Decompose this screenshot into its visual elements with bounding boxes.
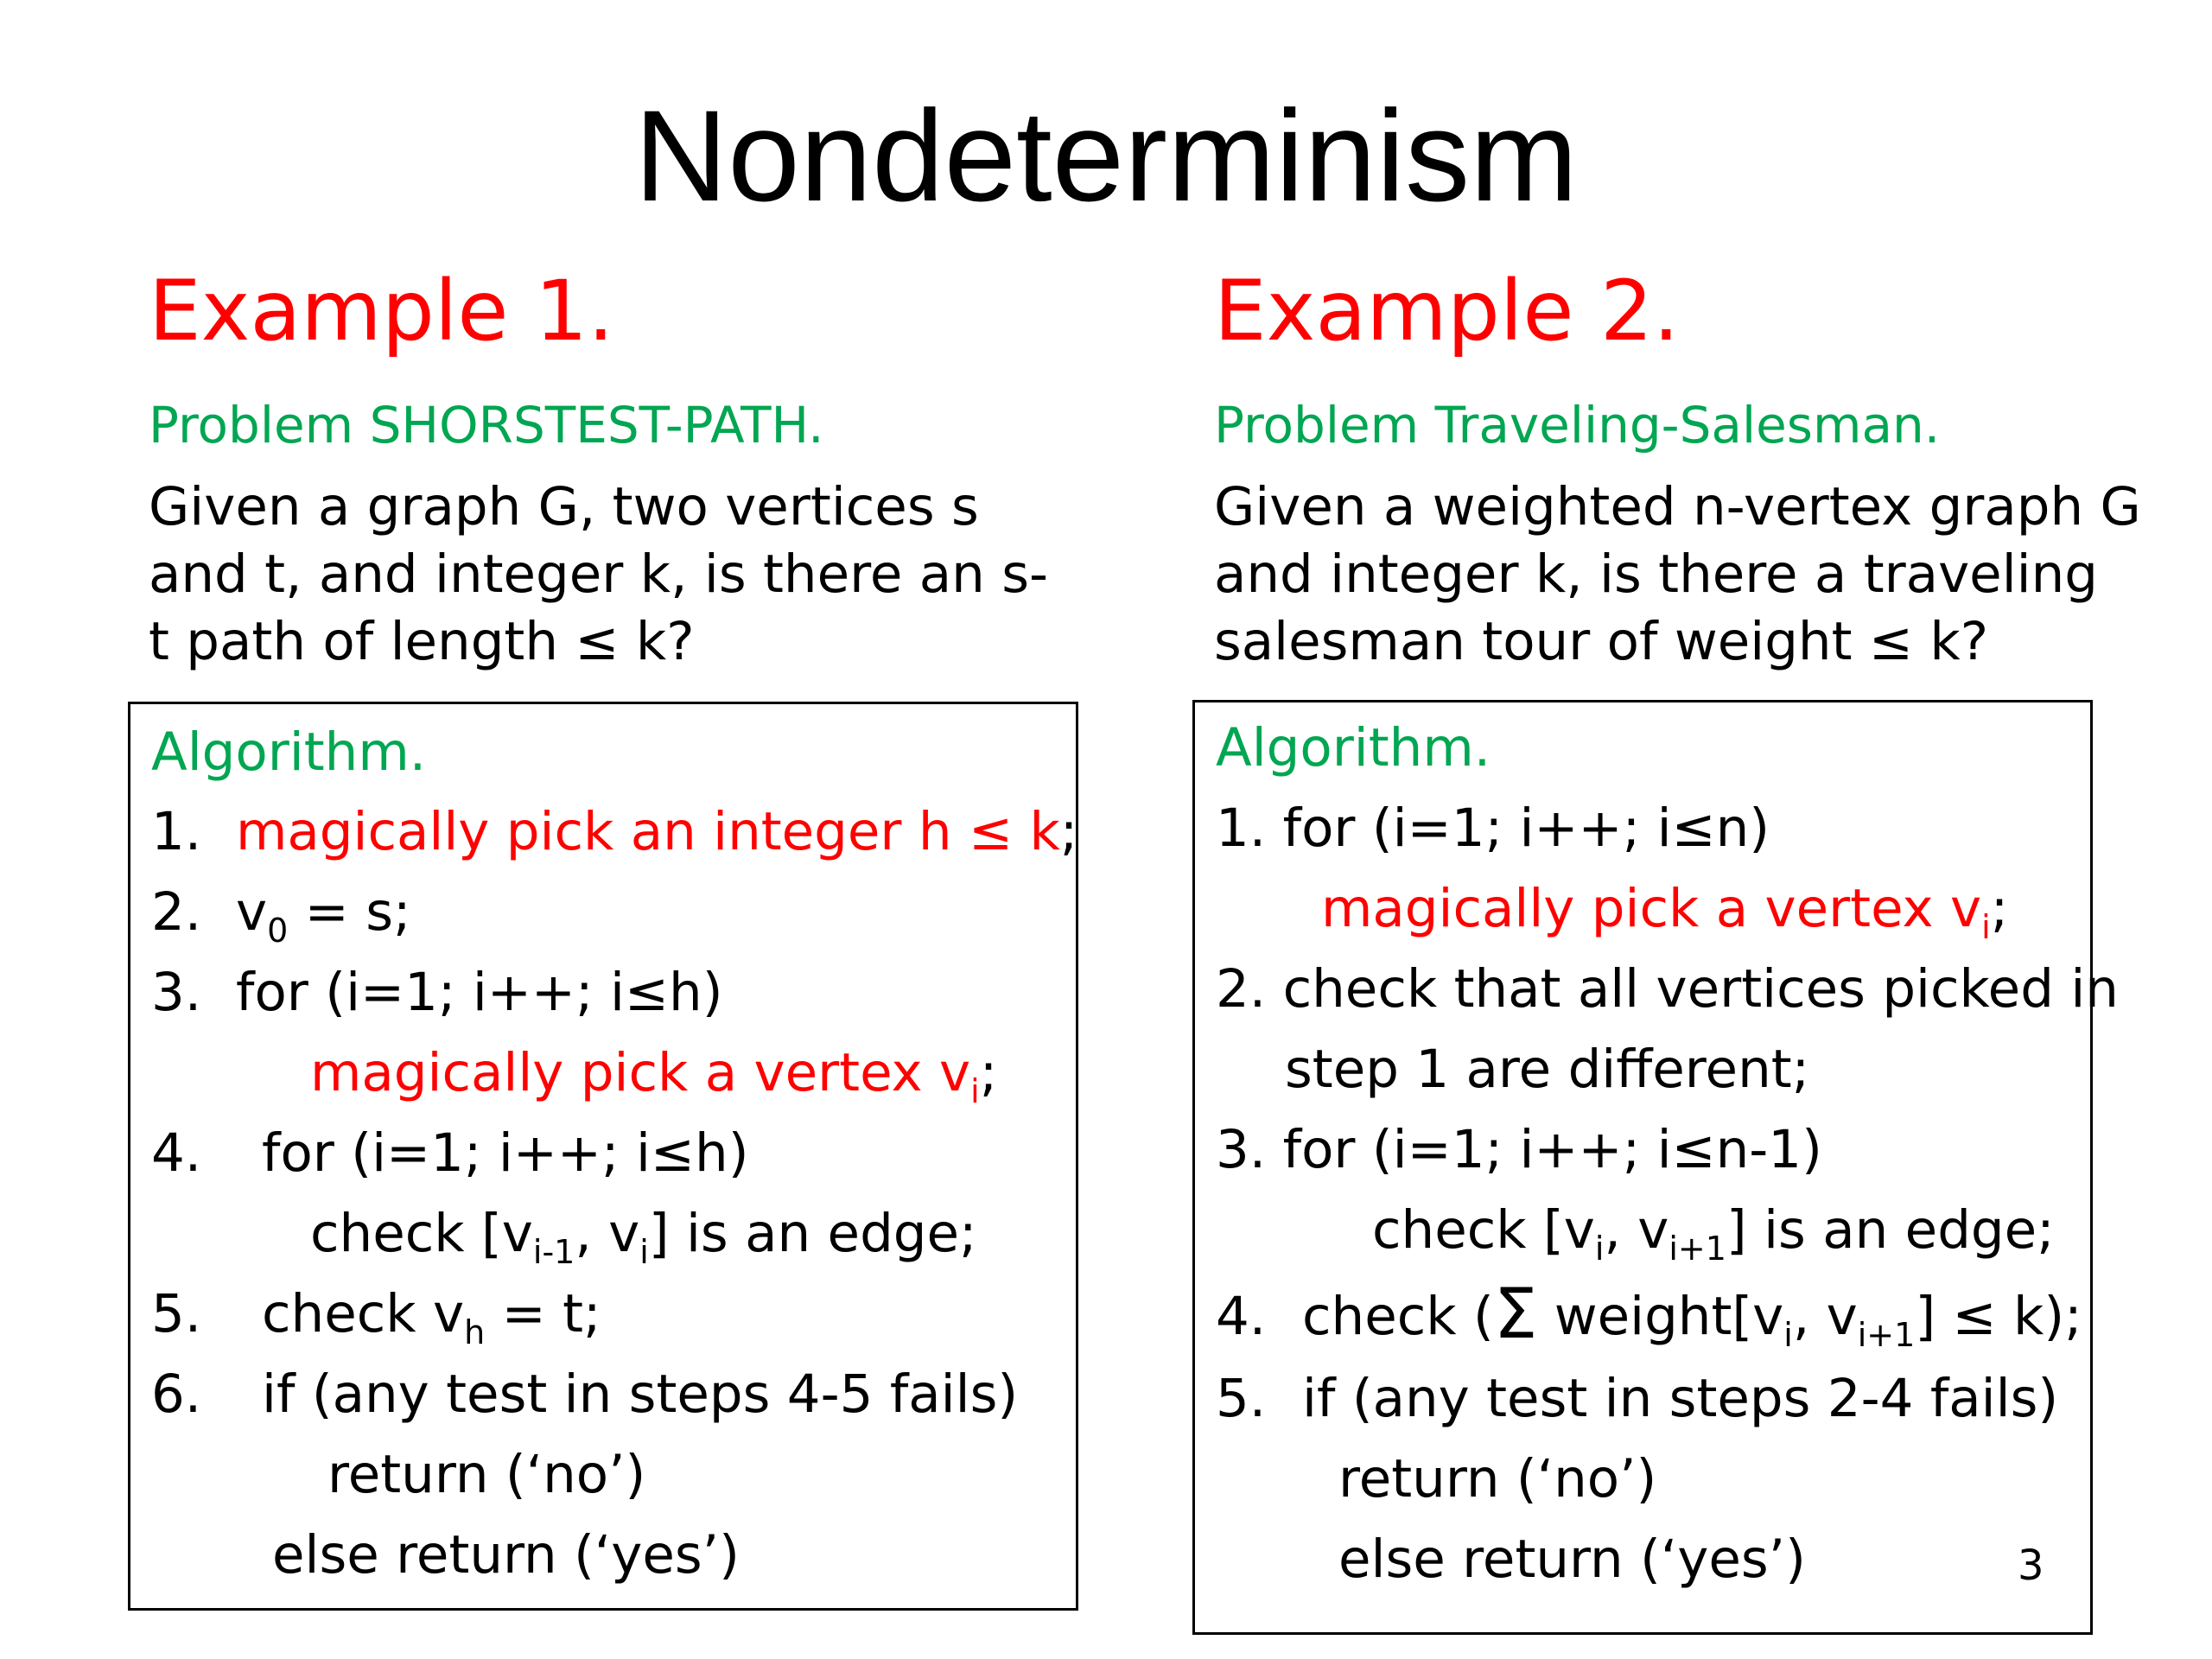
- ex2-step1: 1. for (i=1; i++; i≤n): [1216, 798, 1770, 859]
- example1-problem: Problem SHORSTEST-PATH.: [149, 396, 824, 454]
- ex2-step1-body: [1321, 878, 2009, 946]
- ex1-step1-text: magically pick an integer h ≤ k: [236, 801, 1060, 862]
- ex2-step4-a: check (: [1302, 1286, 1494, 1347]
- ex1-step4-body-sub2: i: [639, 1233, 649, 1271]
- ex2-step4-b: weight[v: [1537, 1286, 1784, 1347]
- ex2-step5-return-yes: else return (‘yes’): [1338, 1529, 1806, 1590]
- ex1-step4-body-b: , v: [575, 1203, 640, 1264]
- ex1-step4-body-sub1: i-1: [532, 1233, 575, 1271]
- ex2-step5: if (any test in steps 2-4 fails): [1302, 1368, 2059, 1429]
- ex2-step4-number: 4.: [1216, 1286, 1267, 1347]
- ex1-step4-body: [310, 1203, 977, 1271]
- ex1-step5-a: check v: [262, 1283, 465, 1344]
- page-number: 3: [2018, 1541, 2044, 1590]
- ex1-step3-body-text: magically pick a vertex v: [310, 1042, 971, 1103]
- ex2-step4-d: ] ≤ k);: [1915, 1286, 2082, 1347]
- ex1-step2: [236, 881, 411, 950]
- example2-algorithm-box: [1192, 700, 2119, 1635]
- ex2-step3-body-sub2: i+1: [1669, 1230, 1726, 1268]
- ex2-step3-body-sub1: i: [1594, 1230, 1605, 1268]
- ex1-step6-return-yes: else return (‘yes’): [272, 1524, 740, 1586]
- ex1-step3: for (i=1; i++; i≤h): [236, 962, 723, 1023]
- ex2-step1-body-sub: i: [1981, 908, 1991, 946]
- ex1-step6-return-no: return (‘no’): [327, 1444, 646, 1505]
- example2-problem: Problem Traveling-Salesman.: [1214, 396, 1941, 454]
- ex1-step4-body-a: check [v: [310, 1203, 533, 1264]
- ex1-step5-number: 5.: [151, 1283, 202, 1344]
- ex1-step6-number: 6.: [151, 1363, 202, 1425]
- ex2-step1-body-text: magically pick a vertex v: [1321, 878, 1982, 939]
- ex1-step5-b: = t;: [485, 1283, 601, 1344]
- ex1-step2-number: 2.: [151, 881, 202, 943]
- ex1-step4-body-c: ] is an edge;: [648, 1203, 977, 1264]
- ex1-step2-sub: 0: [267, 912, 289, 950]
- ex2-step3: 3. for (i=1; i++; i≤n-1): [1216, 1119, 1822, 1180]
- ex1-step1-number: 1.: [151, 801, 202, 862]
- ex1-step4-number: 4.: [151, 1122, 202, 1184]
- ex2-step2-cont: step 1 are different;: [1285, 1039, 1810, 1100]
- ex2-step4: [1302, 1274, 2082, 1354]
- ex2-step2: 2. check that all vertices picked in: [1216, 958, 2119, 1020]
- ex2-step3-body-b: , v: [1604, 1199, 1669, 1261]
- example2-heading: Example 2.: [1214, 263, 1680, 359]
- ex1-step4: for (i=1; i++; i≤h): [262, 1122, 749, 1184]
- ex2-step5-number: 5.: [1216, 1368, 1267, 1429]
- ex1-step3-body: [310, 1042, 998, 1110]
- ex2-step1-body-end: ;: [1990, 878, 2009, 939]
- ex1-step6: if (any test in steps 4-5 fails): [262, 1363, 1019, 1425]
- ex1-step2-rest: = s;: [288, 881, 411, 943]
- ex1-step3-number: 3.: [151, 962, 202, 1023]
- example1-given: Given a graph G, two vertices s and t, and integer k, is there an s-t path of length ≤ k?: [149, 476, 1048, 672]
- ex2-step4-sub1: i: [1783, 1316, 1793, 1354]
- ex1-step2-var: v: [236, 881, 268, 943]
- example1-algorithm-box: [128, 702, 1078, 1611]
- ex1-step3-body-end: ;: [979, 1042, 998, 1103]
- example1-algorithm-label: Algorithm.: [151, 721, 427, 783]
- ex2-step3-body-c: ] is an edge;: [1726, 1199, 2055, 1261]
- ex2-step4-sub2: i+1: [1857, 1316, 1916, 1354]
- ex1-step1: [236, 801, 1077, 863]
- example1-heading: Example 1.: [149, 263, 614, 359]
- slide-title: Nondeterminism: [633, 83, 1579, 228]
- example2-given: Given a weighted n-vertex graph G and integer k, is there a traveling salesman tour of weight ≤ k?: [1214, 476, 2141, 672]
- ex1-step1-end: ;: [1059, 801, 1078, 862]
- ex2-step5-return-no: return (‘no’): [1338, 1448, 1657, 1510]
- sigma-symbol: Σ: [1493, 1274, 1538, 1354]
- ex1-step3-body-sub: i: [970, 1072, 980, 1110]
- ex1-step5: [262, 1283, 601, 1351]
- ex1-step5-sub: h: [464, 1313, 486, 1351]
- ex2-step3-body: [1372, 1199, 2055, 1268]
- example2-algorithm-label: Algorithm.: [1216, 717, 1491, 779]
- ex2-step3-body-a: check [v: [1372, 1199, 1595, 1261]
- ex2-step4-c: , v: [1792, 1286, 1858, 1347]
